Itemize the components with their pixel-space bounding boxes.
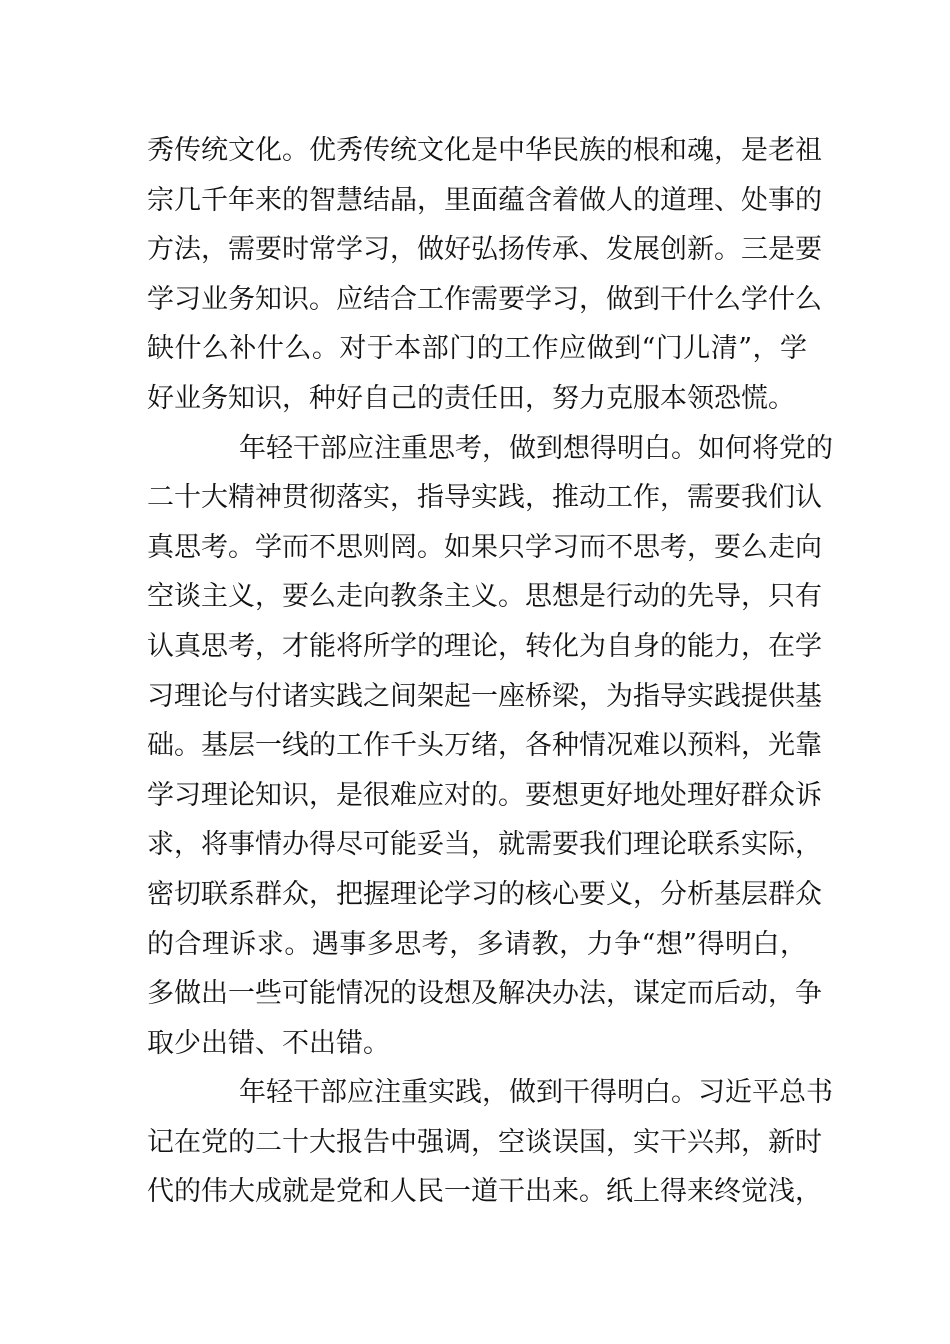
text-line: 宗几千年来的智慧结晶，里面蕴含着做人的道理、处事的 xyxy=(147,184,822,216)
text-line: 秀传统文化。优秀传统文化是中华民族的根和魂，是老祖 xyxy=(147,135,822,166)
text-line: 取少出错、不出错。 xyxy=(147,1027,390,1059)
paragraph-first-line: 年轻干部应注重思考，做到想得明白。如何将党的 xyxy=(239,432,833,464)
text-line: 认真思考，才能将所学的理论，转化为自身的能力，在学 xyxy=(147,630,822,662)
text-line: 真思考。学而不思则罔。如果只学习而不思考，要么走向 xyxy=(147,531,822,563)
text-line: 础。基层一线的工作千头万绪，各种情况难以预料，光靠 xyxy=(147,730,822,762)
text-line: 的合理诉求。遇事多思考，多请教，力争“想”得明白， xyxy=(147,928,807,960)
text-line: 多做出一些可能情况的设想及解决办法，谋定而后动，争 xyxy=(147,978,822,1010)
text-line: 学习业务知识。应结合工作需要学习，做到干什么学什么 xyxy=(147,283,822,315)
text-line: 方法，需要时常学习，做好弘扬传承、发展创新。三是要 xyxy=(147,234,822,266)
document-body xyxy=(147,126,833,1217)
paragraph-first-line: 年轻干部应注重实践，做到干得明白。习近平总书 xyxy=(239,1077,833,1109)
text-line: 密切联系群众，把握理论学习的核心要义，分析基层群众 xyxy=(147,878,822,910)
text-line: 求，将事情办得尽可能妥当，就需要我们理论联系实际， xyxy=(147,829,822,861)
text-line: 记在党的二十大报告中强调，空谈误国，实干兴邦，新时 xyxy=(147,1126,822,1158)
text-line: 二十大精神贯彻落实，指导实践，推动工作，需要我们认 xyxy=(147,482,822,514)
text-line: 空谈主义，要么走向教条主义。思想是行动的先导，只有 xyxy=(147,581,822,613)
text-line: 代的伟大成就是党和人民一道干出来。纸上得来终觉浅， xyxy=(147,1176,822,1208)
text-line: 好业务知识，种好自己的责任田，努力克服本领恐慌。 xyxy=(147,382,795,414)
text-line: 习理论与付诸实践之间架起一座桥梁，为指导实践提供基 xyxy=(147,680,822,712)
text-line: 缺什么补什么。对于本部门的工作应做到“门儿清”，学 xyxy=(147,333,807,365)
text-line: 学习理论知识，是很难应对的。要想更好地处理好群众诉 xyxy=(147,779,822,811)
